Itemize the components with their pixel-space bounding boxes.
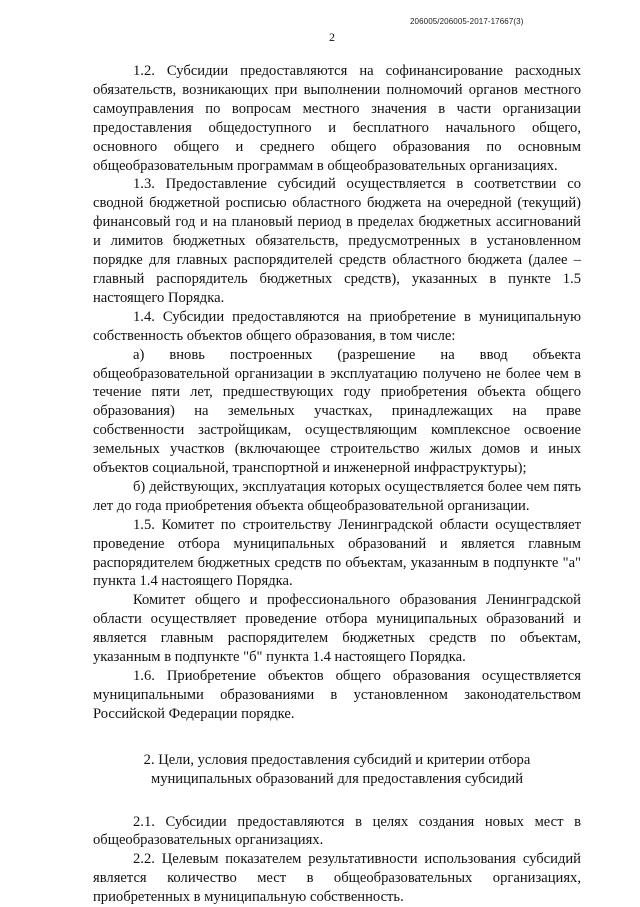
paragraph-1-5-second: Комитет общего и профессионального образования Ленинградской области осуществляет проведение отбора муниципальных образований и является главным распорядителем бюджетных средств по объектам, указанным в подпункте "б" пункта 1.4 настоящего Порядка. bbox=[93, 592, 581, 666]
paragraph-1-6: 1.6. Приобретение объектов общего образования осуществляется муниципальными образованиями в установленном законодательством Российской Федерации порядке. bbox=[93, 668, 581, 722]
page-number: 2 bbox=[329, 30, 335, 44]
paragraph-2-1: 2.1. Субсидии предоставляются в целях создания новых мест в общеобразовательных организациях. bbox=[93, 813, 581, 849]
section-2-heading-line-1: 2. Цели, условия предоставления субсидий и критерии отбора bbox=[143, 751, 531, 768]
document-body bbox=[93, 62, 581, 907]
paragraph-1-2: 1.2. Субсидии предоставляются на софинансирование расходных обязательств, возникающих при выполнении полномочий органов местного самоуправления по вопросам местного значения в части организации предоставления общедоступного и бесплатного начального общего, основного общего и среднего общего образования по основным общеобразовательным программам в общеобразовательных организациях. bbox=[93, 63, 581, 174]
document-id: 206005/206005-2017-17667(3) bbox=[410, 17, 524, 26]
paragraph-1-4: 1.4. Субсидии предоставляются на приобретение в муниципальную собственность объектов общего образования, в том числе: bbox=[93, 308, 581, 344]
section-2-heading-line-2: муниципальных образований для предоставления субсидий bbox=[150, 770, 524, 787]
paragraph-1-3: 1.3. Предоставление субсидий осуществляется в соответствии со сводной бюджетной росписью областного бюджета на очередной (текущий) финансовый год и на плановый период в пределах бюджетных ассигнований и лимитов бюджетных обязательств, предусмотренных в установленном порядке для главных распорядителей средств областного бюджета (далее – главный распорядитель бюджетных средств), указанных в пункте 1.5 настоящего Порядка. bbox=[93, 176, 581, 306]
paragraph-2-2: 2.2. Целевым показателем результативности использования субсидий является количество мест в общеобразовательных организациях, приобретенных в муниципальную собственность. bbox=[93, 851, 581, 906]
paragraph-1-4-b: б) действующих, эксплуатация которых осуществляется более чем пять лет до года приобретения объекта общеобразовательной организации. bbox=[93, 478, 581, 514]
paragraph-1-5: 1.5. Комитет по строительству Ленинградской области осуществляет проведение отбора муниципальных образований и является главным распорядителем бюджетных средств по объектам, указанным в подпункте "а" пункта 1.4 настоящего Порядка. bbox=[93, 516, 581, 590]
paragraph-1-4-a: а) вновь построенных (разрешение на ввод объекта общеобразовательной организации в эксплуатацию получено не более чем в течение пяти лет, предшествующих году приобретения объекта общего образования) на земельных участках, принадлежащих на праве собственности застройщикам, осуществляющим комплексное освоение земельных участков (включающее строительство жилых домов и иных объектов социальной, транспортной и инженерной инфраструктуры); bbox=[93, 346, 581, 477]
